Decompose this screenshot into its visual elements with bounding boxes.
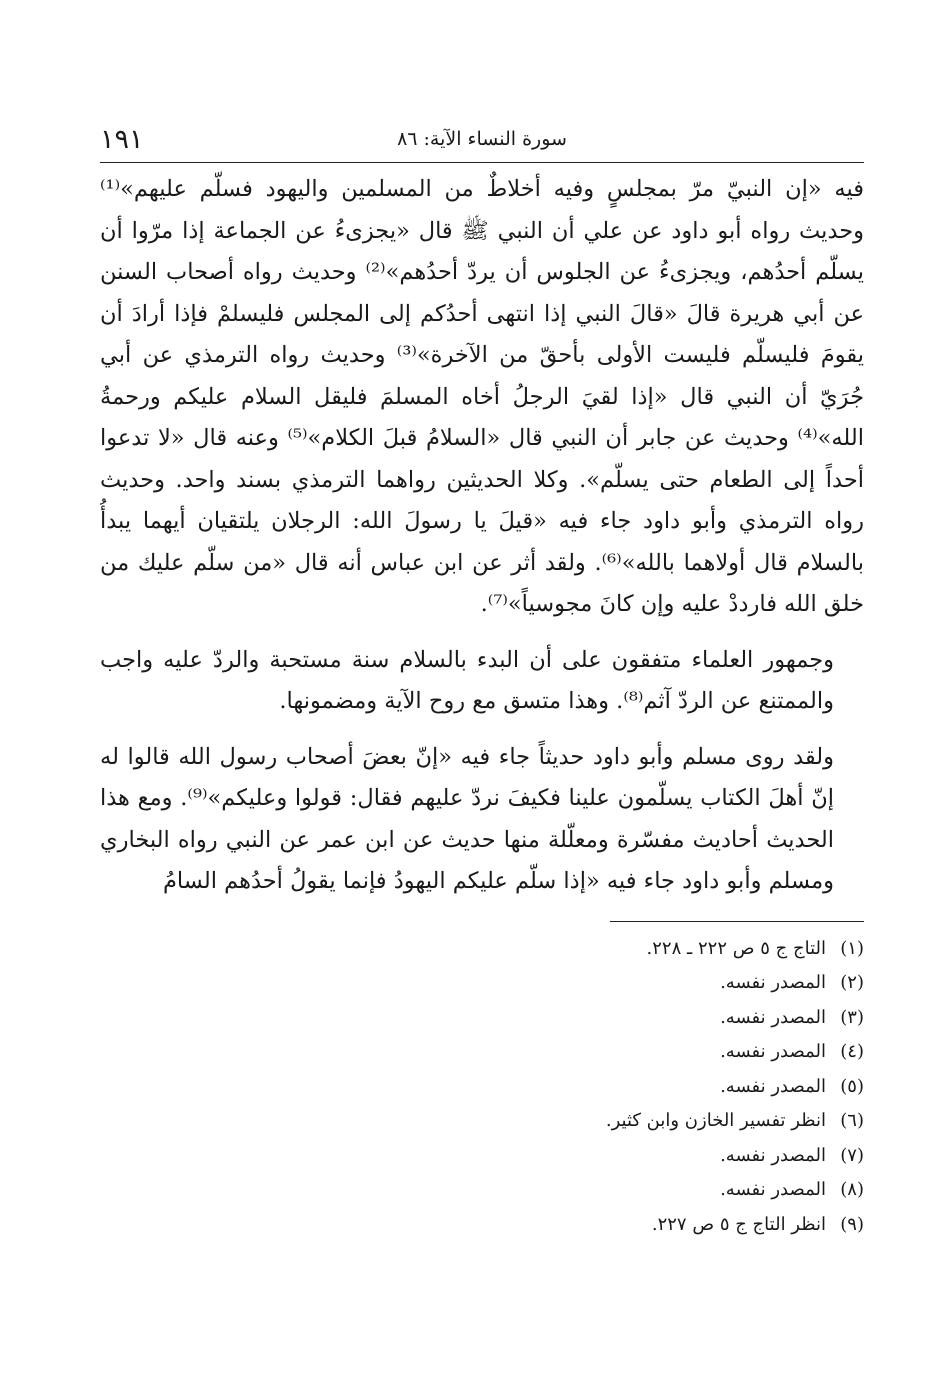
footnote-text: المصدر نفسه. — [720, 1075, 826, 1097]
footnote-item — [100, 966, 864, 1001]
footnote-number: (٦) — [840, 1110, 864, 1131]
footnote-number: (٣) — [840, 1006, 864, 1028]
footnote-item — [100, 932, 864, 967]
footnote-item — [100, 1104, 864, 1139]
book-page — [100, 118, 864, 1242]
footnote-text: المصدر نفسه. — [720, 1006, 826, 1028]
footnote-number: (٩) — [840, 1213, 864, 1235]
page-number: ١٩١ — [100, 124, 144, 155]
footnote-number: (١) — [840, 937, 864, 959]
footnote-item — [100, 1035, 864, 1070]
footnote-text: المصدر نفسه. — [720, 972, 826, 993]
paragraph-1: فيه «إن النبيّ مرّ بمجلسٍ وفيه أخلاطٌ من المسلمين واليهود فسلّم عليهم»⁽¹⁾ وحديث رواه أبو داود عن علي أن النبي ﷺ قال «يجزىءُ عن الجماعة إذا مرّوا أن يسلّم أحدُهم، ويجزىءُ عن الجلوس أن يردّ أحدُهم»⁽²⁾ وحديث رواه أصحاب السنن عن أبي هريرة قالَ «قالَ النبي إذا انتهى أحدُكم إلى المجلس فليسلمْ فإذا أرادَ أن يقومَ فليسلّم فليست الأولى بأحقّ من الآخرة»⁽³⁾ وحديث رواه الترمذي عن أبي جُرَيّ أن النبي قال «إذا لقيَ الرجلُ أخاه المسلمَ فليقل السلام عليكم ورحمةُ الله»⁽⁴⁾ وحديث عن جابر أن النبي قال «السلامُ قبلَ الكلام»⁽⁵⁾ وعنه قال «لا تدعوا أحداً إلى الطعام حتى يسلّم». وكلا الحديثين رواهما الترمذي بسند واحد. وحديث رواه الترمذي وأبو داود جاء فيه «قيلَ يا رسولَ الله: الرجلان يلتقيان أيهما يبدأُ بالسلام قال أولاهما بالله»⁽⁶⁾. ولقد أثر عن ابن عباس أنه قال «من سلّم عليك من خلق الله فارددْ عليه وإن كانَ مجوسياً»⁽⁷⁾. — [100, 176, 865, 617]
footnotes-list — [100, 932, 864, 1243]
footnote-number: (٢) — [840, 972, 864, 993]
footnote-item — [100, 1173, 864, 1208]
paragraph-3: ولقد روى مسلم وأبو داود حديثاً جاء فيه «إنّ بعضَ أصحاب رسول الله قالوا له إنّ أهلَ الكتاب يسلّمون علينا فكيفَ نردّ عليهم فقال: قولوا وعليكم»⁽⁹⁾. ومع هذا الحديث أحاديث مفسّرة ومعلّلة منها حديث عن ابن عمر عن النبي رواه البخاري ومسلم وأبو داود جاء فيه «إذا سلّم عليكم اليهودُ فإنما يقولُ أحدُهم السامُ — [100, 743, 835, 894]
footnote-text: انظر تفسير الخازن وابن كثير. — [605, 1110, 826, 1131]
footnote-item — [100, 1001, 864, 1036]
footnote-separator — [610, 921, 864, 922]
main-text — [100, 169, 864, 903]
footnote-item — [100, 1208, 864, 1243]
paragraph-2: وجمهور العلماء متفقون على أن البدء بالسلام سنة مستحبة والردّ عليه واجب والممتنع عن الردّ آثم⁽⁸⁾. وهذا متسق مع روح الآية ومضمونها. — [100, 646, 834, 714]
footnote-number: (٨) — [840, 1179, 864, 1200]
footnote-number: (٥) — [840, 1075, 864, 1097]
footnote-item — [100, 1070, 864, 1105]
running-title: سورة النساء الآية: ٨٦ — [397, 128, 567, 150]
footnote-text: انظر التاج ج ٥ ص ٢٢٧. — [651, 1213, 826, 1235]
page-header — [100, 118, 864, 163]
footnote-text: التاج ج ٥ ص ٢٢٢ ـ ٢٢٨. — [646, 937, 826, 959]
footnote-text: المصدر نفسه. — [720, 1144, 826, 1166]
footnote-text: المصدر نفسه. — [720, 1179, 826, 1200]
footnote-text: المصدر نفسه. — [720, 1041, 826, 1062]
footnote-number: (٧) — [840, 1144, 864, 1166]
footnote-number: (٤) — [840, 1041, 864, 1062]
footnote-item — [100, 1139, 864, 1174]
